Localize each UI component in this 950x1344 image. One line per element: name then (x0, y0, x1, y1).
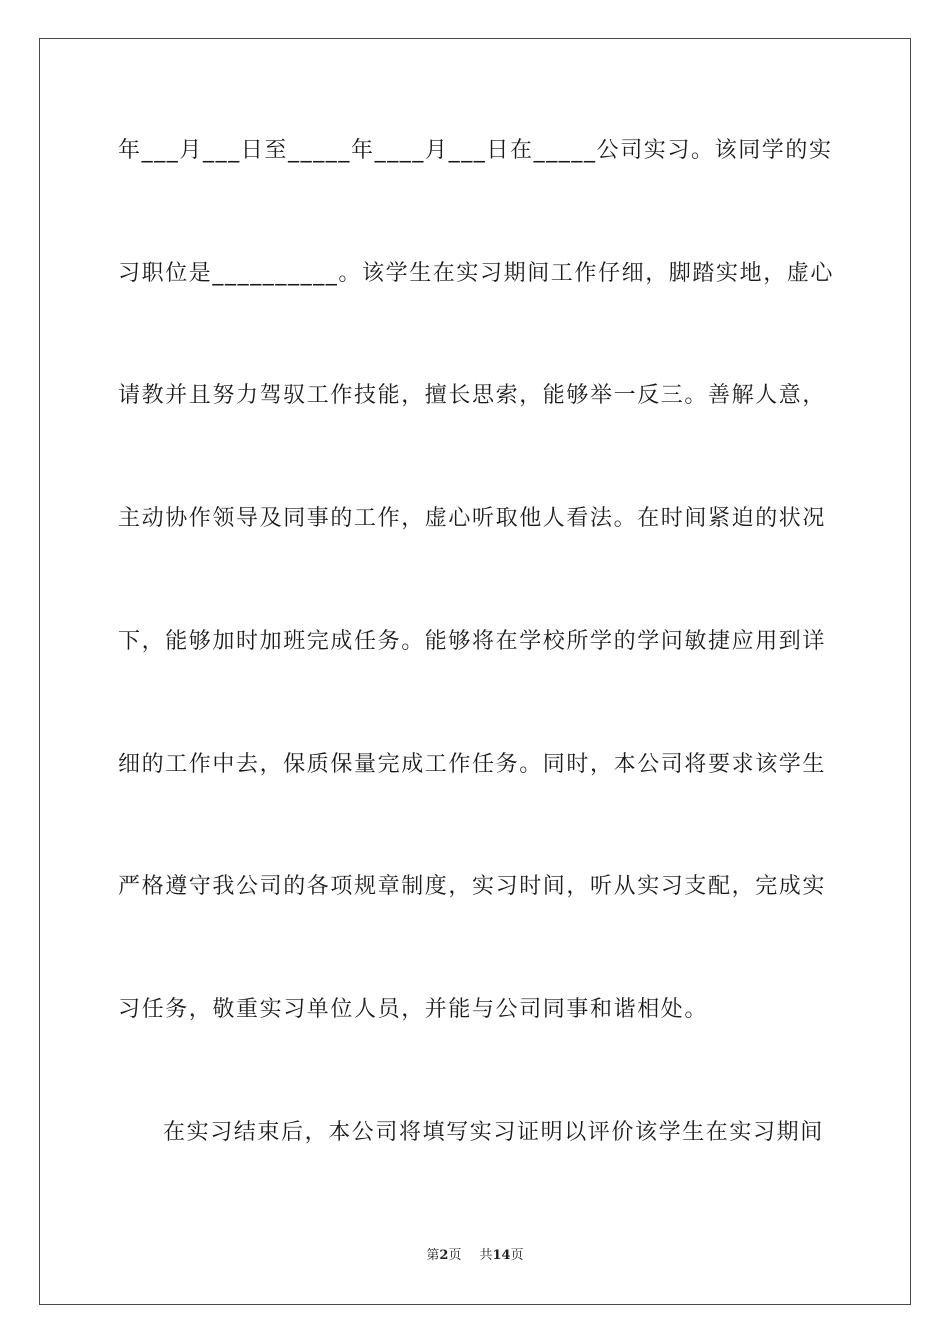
footer-total-number: 14 (492, 1248, 511, 1263)
body-line-3: 请教并且努力驾驭工作技能，擅长思索，能够举一反三。善解人意， (118, 383, 827, 408)
body-line-4: 主动协作领导及同事的工作，虚心听取他人看法。在时间紧迫的状况 (118, 506, 827, 531)
body-line-7: 严格遵守我公司的各项规章制度，实习时间，听从实习支配，完成实 (118, 874, 827, 899)
body-line-6: 细的工作中去，保质保量完成工作任务。同时，本公司将要求该学生 (118, 752, 827, 777)
footer-total-prefix: 共 (479, 1248, 493, 1263)
body-line-9: 在实习结束后，本公司将填写实习证明以评价该学生在实习期间 (163, 1120, 824, 1145)
page-frame (39, 38, 911, 1305)
footer-page-suffix: 页 (448, 1248, 462, 1263)
body-line-2: 习职位是__________。该学生在实习期间工作仔细，脚踏实地，虚心 (118, 261, 835, 286)
body-line-1: 年___月___日至_____年____月___日在_____公司实习。该同学的实 (118, 138, 833, 163)
footer-total-suffix: 页 (510, 1248, 524, 1263)
footer-page-number: 2 (439, 1248, 449, 1263)
page-footer (0, 1247, 950, 1265)
footer-page-prefix: 第 (426, 1248, 440, 1263)
body-line-8: 习任务，敬重实习单位人员，并能与公司同事和谐相处。 (118, 997, 709, 1022)
body-line-5: 下，能够加时加班完成任务。能够将在学校所学的学问敏捷应用到详 (118, 629, 827, 654)
